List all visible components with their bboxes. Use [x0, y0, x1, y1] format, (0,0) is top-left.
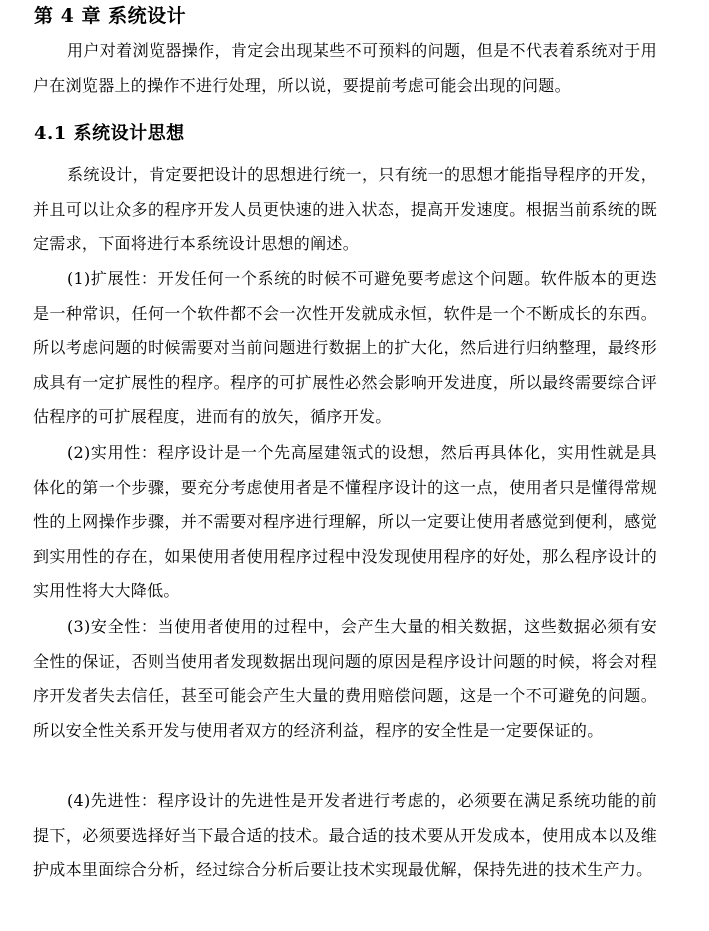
design-thought-paragraph: 系统设计，肯定要把设计的思想进行统一，只有统一的思想才能指导程序的开发，并且可以让众多的程序开发人员更快速的进入状态，提高开发速度。根据当前系统的既定需求，下面将进行本系统设计思想的阐述。	[33, 165, 657, 254]
practicality-paragraph: (2)实用性：程序设计是一个先高屋建瓴式的设想，然后再具体化，实用性就是具体化的第一个步骤，要充分考虑使用者是不懂程序设计的这一点，使用者只是懂得常规性的上网操作步骤，并不需要对程序进行理解，所以一定要让使用者感觉到便利，感觉到实用性的存在，如果使用者使用程序过程中没发现使用程序的好处，那么程序设计的实用性将大大降低。	[33, 443, 657, 601]
advancement-paragraph: (4)先进性：程序设计的先进性是开发者进行考虑的，必须要在满足系统功能的前提下，必须要选择好当下最合适的技术。最合适的技术要从开发成本，使用成本以及维护成本里面综合分析，经过综合分析后要让技术实现最优解，保持先进的技术生产力。	[33, 791, 657, 880]
section-title: 4.1 系统设计思想	[34, 123, 185, 144]
security-paragraph: (3)安全性：当使用者使用的过程中，会产生大量的相关数据，这些数据必须有安全性的保证，否则当使用者发现数据出现问题的原因是程序设计问题的时候，将会对程序开发者失去信任，甚至可能会产生大量的费用赔偿问题，这是一个不可避免的问题。所以安全性关系开发与使用者双方的经济利益，程序的安全性是一定要保证的。	[33, 617, 657, 740]
extensibility-paragraph: (1)扩展性：开发任何一个系统的时候不可避免要考虑这个问题。软件版本的更迭是一种常识，任何一个软件都不会一次性开发就成永恒，软件是一个不断成长的东西。所以考虑问题的时候需要对当前问题进行数据上的扩大化，然后进行归纳整理，最终形成具有一定扩展性的程序。程序的可扩展性必然会影响开发进度，所以最终需要综合评估程序的可扩展程度，进而有的放矢，循序开发。	[33, 269, 657, 427]
chapter-intro-paragraph: 用户对着浏览器操作，肯定会出现某些不可预料的问题，但是不代表着系统对于用户在浏览器上的操作不进行处理，所以说，要提前考虑可能会出现的问题。	[33, 41, 657, 95]
chapter-title: 第 4 章 系统设计	[34, 5, 187, 27]
